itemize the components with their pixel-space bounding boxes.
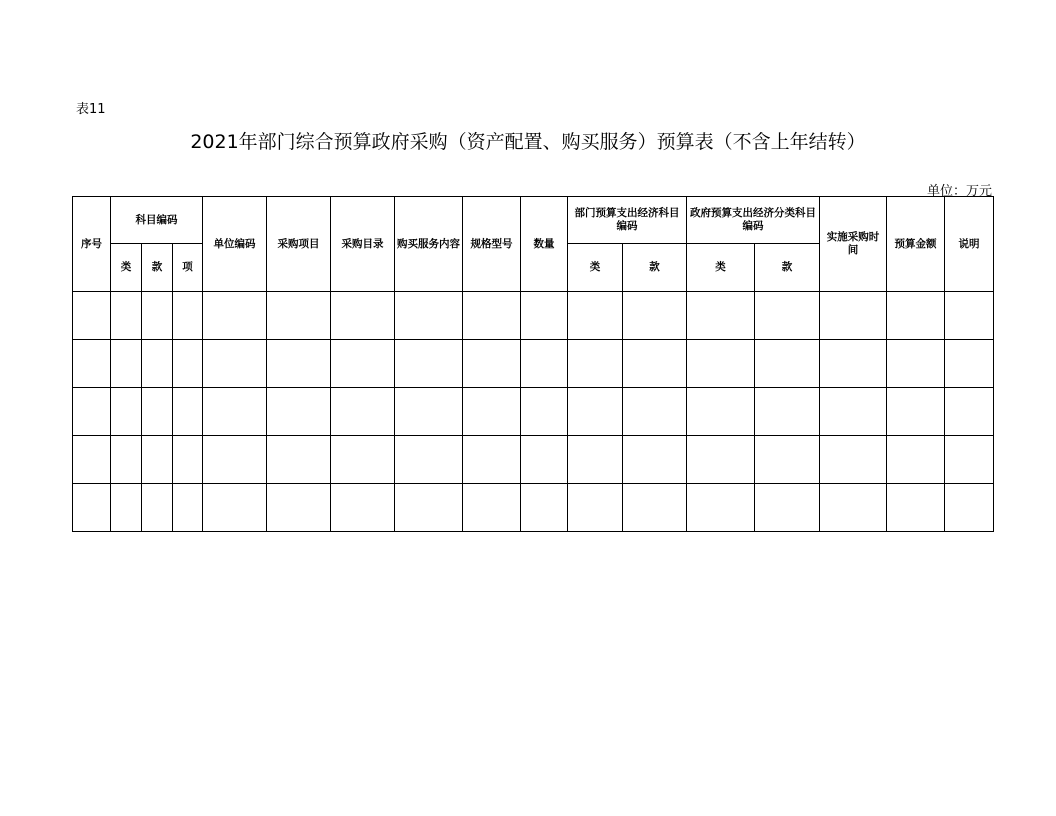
table-cell[interactable]: [267, 436, 331, 484]
table-cell[interactable]: [173, 484, 203, 532]
header-row-1: [73, 197, 994, 244]
table-cell[interactable]: [755, 340, 820, 388]
header-cell-gov-econ-code: 政府预算支出经济分类科目编码: [687, 197, 820, 244]
table-row: [73, 340, 994, 388]
table-cell[interactable]: [267, 484, 331, 532]
table-cell[interactable]: [267, 292, 331, 340]
table-cell[interactable]: [568, 388, 623, 436]
table-cell[interactable]: [203, 340, 267, 388]
table-cell[interactable]: [142, 436, 173, 484]
table-cell[interactable]: [463, 436, 521, 484]
table-cell[interactable]: [820, 292, 887, 340]
table-cell[interactable]: [687, 292, 755, 340]
header-cell-quantity: 数量: [521, 197, 568, 292]
header-cell-xiang: 项: [173, 244, 203, 292]
table-cell[interactable]: [623, 292, 687, 340]
table-cell[interactable]: [331, 388, 395, 436]
table-cell[interactable]: [755, 388, 820, 436]
table-cell[interactable]: [142, 292, 173, 340]
header-cell-subject-code: 科目编码: [111, 197, 203, 244]
table-cell[interactable]: [463, 484, 521, 532]
table-cell[interactable]: [73, 436, 111, 484]
table-cell[interactable]: [142, 484, 173, 532]
header-cell-service-content: 购买服务内容: [395, 197, 463, 292]
header-cell-dept-lei: 类: [568, 244, 623, 292]
header-cell-unit-code: 单位编码: [203, 197, 267, 292]
header-cell-seq: 序号: [73, 197, 111, 292]
table-cell[interactable]: [142, 388, 173, 436]
table-cell[interactable]: [463, 292, 521, 340]
table-cell[interactable]: [203, 388, 267, 436]
table-cell[interactable]: [623, 388, 687, 436]
table-cell[interactable]: [623, 340, 687, 388]
table-cell[interactable]: [623, 484, 687, 532]
table-cell[interactable]: [203, 484, 267, 532]
table-cell[interactable]: [687, 340, 755, 388]
table-cell[interactable]: [887, 388, 945, 436]
table-cell[interactable]: [755, 436, 820, 484]
table-cell[interactable]: [568, 340, 623, 388]
header-cell-dept-econ-code: 部门预算支出经济科目编码: [568, 197, 687, 244]
table-cell[interactable]: [755, 484, 820, 532]
table-body: [73, 292, 994, 532]
table-cell[interactable]: [820, 388, 887, 436]
table-cell[interactable]: [521, 388, 568, 436]
table-cell[interactable]: [568, 292, 623, 340]
header-cell-spec: 规格型号: [463, 197, 521, 292]
table-cell[interactable]: [111, 436, 142, 484]
table-cell[interactable]: [203, 436, 267, 484]
table-cell[interactable]: [395, 292, 463, 340]
table-cell[interactable]: [463, 340, 521, 388]
table-cell[interactable]: [142, 340, 173, 388]
table-cell[interactable]: [887, 340, 945, 388]
table-cell[interactable]: [267, 340, 331, 388]
table-cell[interactable]: [267, 388, 331, 436]
header-cell-dept-kuan: 款: [623, 244, 687, 292]
table-cell[interactable]: [395, 388, 463, 436]
table-cell[interactable]: [887, 292, 945, 340]
table-cell[interactable]: [521, 484, 568, 532]
table-row: [73, 292, 994, 340]
table-cell[interactable]: [203, 292, 267, 340]
table-cell[interactable]: [331, 484, 395, 532]
table-row: [73, 436, 994, 484]
table-row: [73, 484, 994, 532]
table-cell[interactable]: [687, 388, 755, 436]
page-title: 2021年部门综合预算政府采购（资产配置、购买服务）预算表（不含上年结转）: [190, 131, 866, 153]
table-cell[interactable]: [331, 340, 395, 388]
table-cell[interactable]: [945, 340, 994, 388]
header-cell-purchase-time: 实施采购时间: [820, 197, 887, 292]
table-cell[interactable]: [73, 388, 111, 436]
table-cell[interactable]: [463, 388, 521, 436]
unit-label: 单位：万元: [926, 184, 992, 199]
table-cell[interactable]: [521, 292, 568, 340]
table-cell[interactable]: [395, 340, 463, 388]
table-cell[interactable]: [820, 340, 887, 388]
table-cell[interactable]: [173, 340, 203, 388]
header-cell-note: 说明: [945, 197, 994, 292]
budget-table: [72, 196, 994, 532]
table-cell[interactable]: [945, 484, 994, 532]
table-cell[interactable]: [331, 292, 395, 340]
table-cell[interactable]: [331, 436, 395, 484]
table-cell[interactable]: [945, 436, 994, 484]
table-number: 表11: [76, 102, 106, 117]
table-cell[interactable]: [111, 292, 142, 340]
header-cell-purchase-catalog: 采购目录: [331, 197, 395, 292]
table-cell[interactable]: [945, 292, 994, 340]
table-cell[interactable]: [73, 484, 111, 532]
table-cell[interactable]: [111, 340, 142, 388]
table-cell[interactable]: [687, 436, 755, 484]
header-cell-purchase-item: 采购项目: [267, 197, 331, 292]
table-cell[interactable]: [73, 292, 111, 340]
table-cell[interactable]: [887, 484, 945, 532]
header-cell-gov-kuan: 款: [755, 244, 820, 292]
table-cell[interactable]: [73, 340, 111, 388]
table-cell[interactable]: [173, 436, 203, 484]
table-row: [73, 388, 994, 436]
header-cell-budget-amount: 预算金额: [887, 197, 945, 292]
table-cell[interactable]: [623, 436, 687, 484]
header-cell-gov-lei: 类: [687, 244, 755, 292]
table-cell[interactable]: [887, 436, 945, 484]
table-cell[interactable]: [820, 484, 887, 532]
table-cell[interactable]: [521, 436, 568, 484]
header-cell-lei: 类: [111, 244, 142, 292]
table-cell[interactable]: [687, 484, 755, 532]
table-cell[interactable]: [755, 292, 820, 340]
table-cell[interactable]: [395, 484, 463, 532]
table-cell[interactable]: [111, 484, 142, 532]
table-cell[interactable]: [521, 340, 568, 388]
table-cell[interactable]: [568, 484, 623, 532]
table-cell[interactable]: [111, 388, 142, 436]
table-cell[interactable]: [173, 292, 203, 340]
table-cell[interactable]: [945, 388, 994, 436]
header-cell-kuan: 款: [142, 244, 173, 292]
table-cell[interactable]: [820, 436, 887, 484]
table-cell[interactable]: [395, 436, 463, 484]
table-cell[interactable]: [173, 388, 203, 436]
table-cell[interactable]: [568, 436, 623, 484]
